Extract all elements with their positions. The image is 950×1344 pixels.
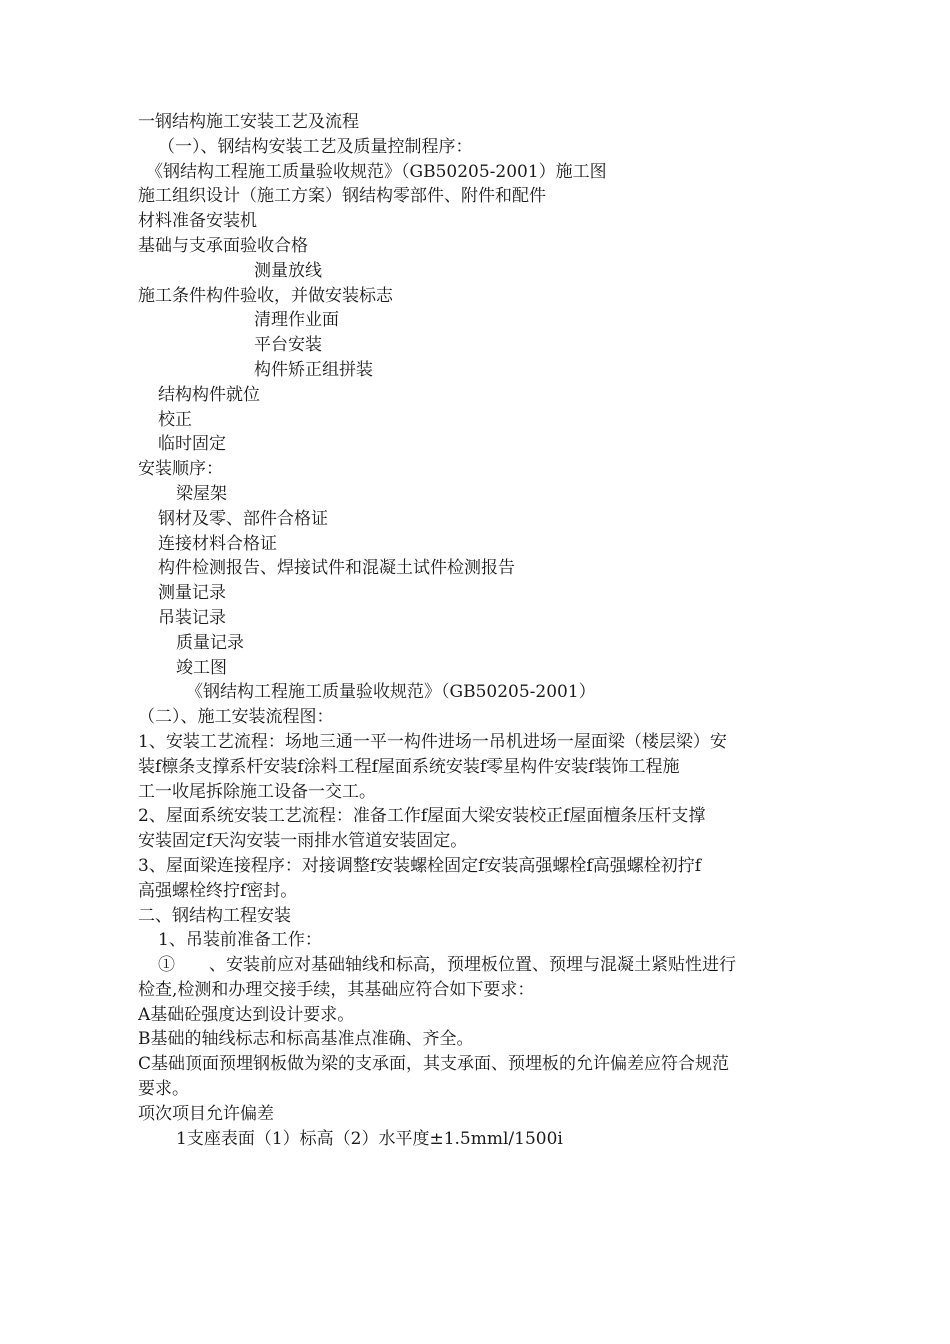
paragraph-line: C基础顶面预埋钢板做为梁的支承面，其支承面、预埋板的允许偏差应符合规范 [138,1054,730,1075]
paragraph-line: A基础砼强度达到设计要求。 [138,1004,355,1025]
text-line: 构件矫正组拼装 [254,359,373,380]
text-line: 项次项目允许偏差 [138,1103,274,1124]
paragraph-line: B基础的轴线标志和标高基准点准确、齐全。 [138,1029,474,1050]
text-line: 校正 [158,409,192,430]
paragraph-line: 3、屋面梁连接程序：对接调整f安装螺栓固定f安装高强螺栓f高强螺栓初拧f [138,855,701,876]
text-line: 临时固定 [158,434,226,455]
text-line: 《钢结构工程施工质量验收规范》（GB50205-2001） [186,682,596,703]
paragraph-line: 检查,检测和办理交接手续，其基础应符合如下要求： [138,979,535,1000]
text-line: 连接材料合格证 [158,533,277,554]
text-line: 清理作业面 [254,310,339,331]
subsection-heading: （二）、施工安装流程图： [138,707,334,728]
text-line: 材料准备安装机 [138,211,257,232]
section-heading: 二、钢结构工程安装 [138,905,291,926]
text-line: 竣工图 [176,657,227,678]
section-title: 一钢结构施工安装工艺及流程 [138,112,359,132]
paragraph-line: 工一收尾拆除施工设备一交工。 [138,781,376,802]
text-line: 测量放线 [254,260,322,281]
paragraph-line: 1、安装工艺流程：场地三通一平一构件进场一吊机进场一屋面梁（楼层梁）安 [138,731,727,752]
text-line: 施工组织设计（施工方案）钢结构零部件、附件和配件 [138,186,546,207]
paragraph-line: 安装固定f天沟安装一雨排水管道安装固定。 [138,831,468,852]
text-line: 结构构件就位 [158,384,260,405]
text-line: 1支座表面（1）标高（2）水平度±1.5mml/1500i [176,1128,563,1149]
text-line: 测量记录 [158,583,226,604]
paragraph-line: ① 、安装前应对基础轴线和标高，预埋板位置、预埋与混凝土紧贴性进行 [158,955,736,976]
text-line: 施工条件构件验收，并做安装标志 [138,285,393,306]
paragraph-line: 要求。 [138,1079,189,1100]
text-line: 构件检测报告、焊接试件和混凝土试件检测报告 [158,558,515,579]
paragraph-line: 装f檩条支撑系杆安装f涂料工程f屋面系统安装f零星构件安装f装饰工程施 [138,756,680,777]
text-line: 《钢结构工程施工质量验收规范》（GB50205-2001）施工图 [146,161,607,182]
text-line: 钢材及零、部件合格证 [158,508,328,529]
text-line: 基础与支承面验收合格 [138,235,308,256]
text-line: 质量记录 [176,632,244,653]
subsection-heading: 1、吊装前准备工作： [158,930,322,951]
subsection-heading: （一）、钢结构安装工艺及质量控制程序： [158,136,473,157]
paragraph-line: 高强螺栓终拧f密封。 [138,880,298,901]
document-body [138,110,818,1151]
text-line: 平台安装 [254,335,322,356]
text-line: 梁屋架 [176,483,227,504]
text-line: 吊装记录 [158,607,226,628]
paragraph-line: 2、屋面系统安装工艺流程：准备工作f屋面大梁安装校正f屋面檀条压杆支撑 [138,806,706,827]
text-line: 安装顺序： [138,459,223,480]
